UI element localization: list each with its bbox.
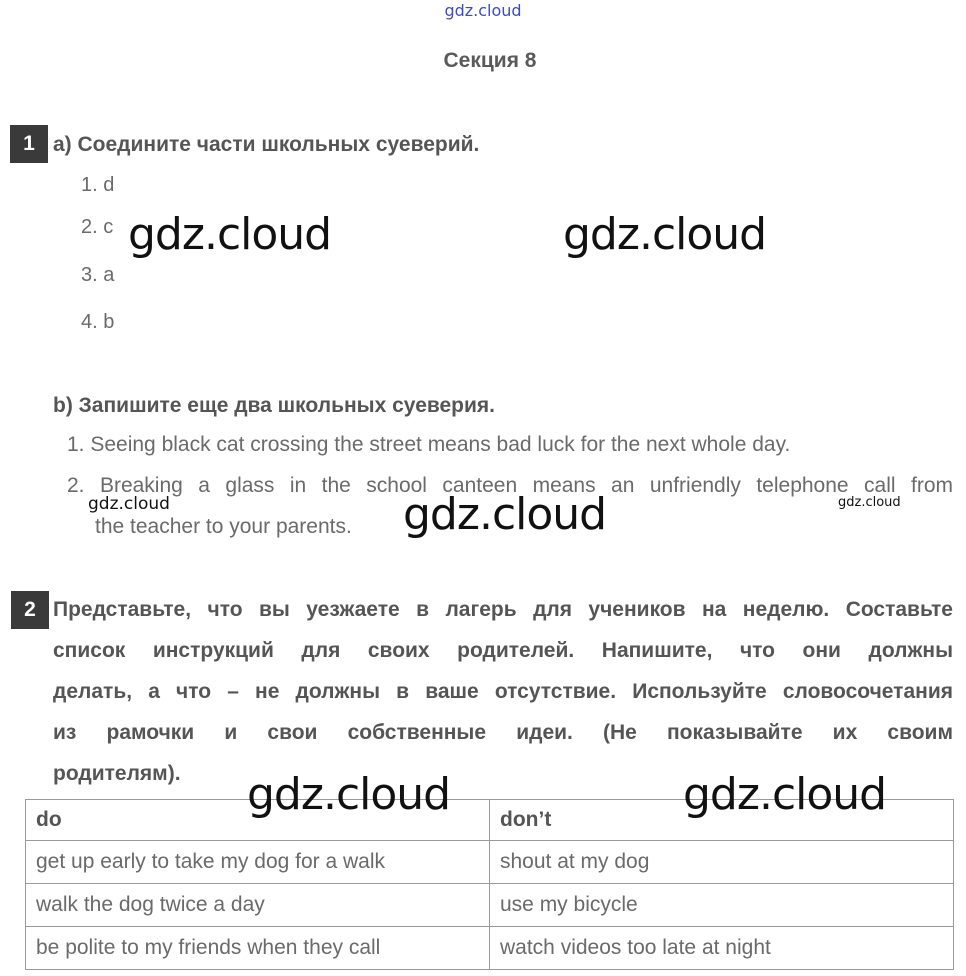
superstition-sentence-2-line-1: 2. Breaking a glass in the school canteen means an unfriendly telephone call from <box>67 474 953 497</box>
answer-item-4: 4. b <box>81 311 115 333</box>
do-dont-table <box>25 799 954 970</box>
task1-part-a-title: a) Соедините части школьных суеверий. <box>53 133 480 156</box>
task2-instruction-line-1: Представьте, что вы уезжаете в лагерь для учеников на неделю. Составьте <box>53 598 953 621</box>
watermark: gdz.cloud <box>403 489 607 540</box>
watermark: gdz.cloud <box>683 769 887 820</box>
watermark: gdz.cloud <box>563 209 767 260</box>
table-header-dont: don’t <box>490 800 954 841</box>
watermark: gdz.cloud <box>128 209 332 260</box>
task1-part-b-title: b) Запишите еще два школьных суеверия. <box>53 394 496 417</box>
section-title: Секция 8 <box>443 49 537 72</box>
superstition-sentence-1: 1. Seeing black cat crossing the street means bad luck for the next whole day. <box>67 433 791 456</box>
watermark-small: gdz.cloud <box>88 494 170 514</box>
watermark-small: gdz.cloud <box>838 495 901 510</box>
table-row <box>26 884 954 927</box>
table-cell-dont: watch videos too late at night <box>490 927 954 970</box>
task2-instruction-line-4: из рамочки и свои собственные идеи. (Не показывайте их своим <box>53 721 953 744</box>
table-row <box>26 841 954 884</box>
table-cell-dont: shout at my dog <box>490 841 954 884</box>
table-cell-dont: use my bicycle <box>490 884 954 927</box>
task2-instruction-line-3: делать, а что – не должны в ваше отсутствие. Используйте словосочетания <box>53 680 953 703</box>
table-cell-do: walk the dog twice a day <box>26 884 490 927</box>
site-link[interactable]: gdz.cloud <box>444 1 522 20</box>
watermark: gdz.cloud <box>247 769 451 820</box>
table-cell-do: be polite to my friends when they call <box>26 927 490 970</box>
task2-instruction-line-2: список инструкций для своих родителей. Напишите, что они должны <box>53 639 953 662</box>
answer-item-2: 2. c <box>81 216 114 238</box>
task2-number-badge: 2 <box>11 591 49 629</box>
table-row <box>26 927 954 970</box>
answer-item-3: 3. a <box>81 264 115 286</box>
answer-item-1: 1. d <box>81 174 115 196</box>
table-header-do: do <box>26 800 490 841</box>
superstition-sentence-2-line-2: the teacher to your parents. <box>95 515 352 538</box>
task1-number-badge: 1 <box>10 125 48 163</box>
task2-instruction-line-5: родителям). <box>53 762 181 785</box>
table-cell-do: get up early to take my dog for a walk <box>26 841 490 884</box>
